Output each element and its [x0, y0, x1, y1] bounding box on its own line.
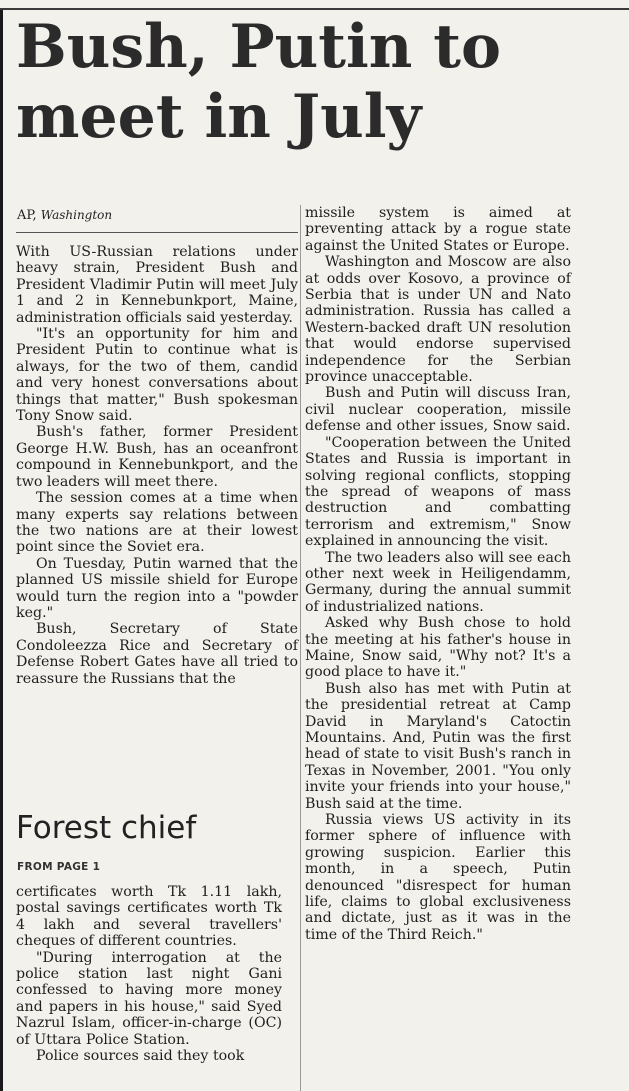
paragraph: Bush, Secretary of State Condoleezza Rice and Secretary of Defense Robert Gates have all tried to reassure the Russians that the	[16, 621, 298, 687]
top-border-rule	[0, 8, 629, 10]
second-story-headline: Forest chief	[16, 810, 197, 846]
byline-place: Washington	[40, 208, 113, 222]
paragraph: certificates worth Tk 1.11 lakh, postal savings certificates worth Tk 4 lakh and several travellers' cheques of different countries.	[16, 884, 282, 950]
column-divider	[300, 205, 301, 1091]
paragraph: "Cooperation between the United States and Russia is important in solving regional conflicts, stopping the spread of weapons of mass destruction and combatting terrorism and extremism," Snow explained in announcing the visit.	[305, 434, 571, 550]
continuation-label: FROM PAGE 1	[17, 861, 101, 873]
byline	[17, 208, 112, 223]
second-story-column	[16, 884, 282, 1064]
paragraph: With US-Russian relations under heavy strain, President Bush and President Vladimir Putin will meet July 1 and 2 in Kennebunkport, Maine, administration officials said yesterday.	[16, 244, 298, 326]
paragraph: The two leaders also will see each other next week in Heiligendamm, Germany, during the annual summit of industrialized nations.	[305, 549, 571, 615]
paragraph: Russia views US activity in its former sphere of influence with growing suspicion. Earlier this month, in a speech, Putin denounced "disrespect for human life, claims to global exclusiveness and dictate, just as it was in the time of the Third Reich."	[305, 812, 571, 943]
article-column-left	[16, 244, 298, 687]
headline: Bush, Putin to meet in July	[16, 12, 502, 152]
paragraph: missile system is aimed at preventing attack by a rogue state against the United States or Europe.	[305, 205, 571, 254]
paragraph: The session comes at a time when many experts say relations between the two nations are at their lowest point since the Soviet era.	[16, 490, 298, 556]
paragraph: Washington and Moscow are also at odds over Kosovo, a province of Serbia that is under UN and Nato administration. Russia has called a Western-backed draft UN resolution that would endorse supervised independence for the Serbian province unacceptable.	[305, 254, 571, 386]
byline-agency: AP,	[17, 208, 37, 223]
paragraph: Asked why Bush chose to hold the meeting at his father's house in Maine, Snow said, "Why not? It's a good place to have it."	[305, 615, 571, 681]
paragraph: "It's an opportunity for him and President Putin to continue what is always, for the two of them, candid and very honest conversations about things that matter," Bush spokesman Tony Snow said.	[16, 326, 298, 425]
article-column-right	[305, 205, 571, 943]
paragraph: Bush and Putin will discuss Iran, civil nuclear cooperation, missile defense and other issues, Snow said.	[305, 385, 571, 435]
byline-rule	[16, 232, 298, 233]
paragraph: Police sources said they took	[36, 1048, 245, 1065]
paragraph: Bush's father, former President George H.W. Bush, has an oceanfront compound in Kennebunkport, and the two leaders will meet there.	[16, 424, 298, 490]
left-border-rule	[0, 8, 3, 1091]
paragraph: "During interrogation at the police station last night Gani confessed to having more money and papers in his house," said Syed Nazrul Islam, officer-in-charge (OC) of Uttara Police Station.	[16, 949, 282, 1048]
paragraph: On Tuesday, Putin warned that the planned US missile shield for Europe would turn the region into a "powder keg."	[16, 555, 298, 621]
paragraph: Bush also has met with Putin at the presidential retreat at Camp David in Maryland's Catoctin Mountains. And, Putin was the first head of state to visit Bush's ranch in Texas in November, 2001. "You only invite your friends into your house," Bush said at the time.	[305, 680, 571, 812]
